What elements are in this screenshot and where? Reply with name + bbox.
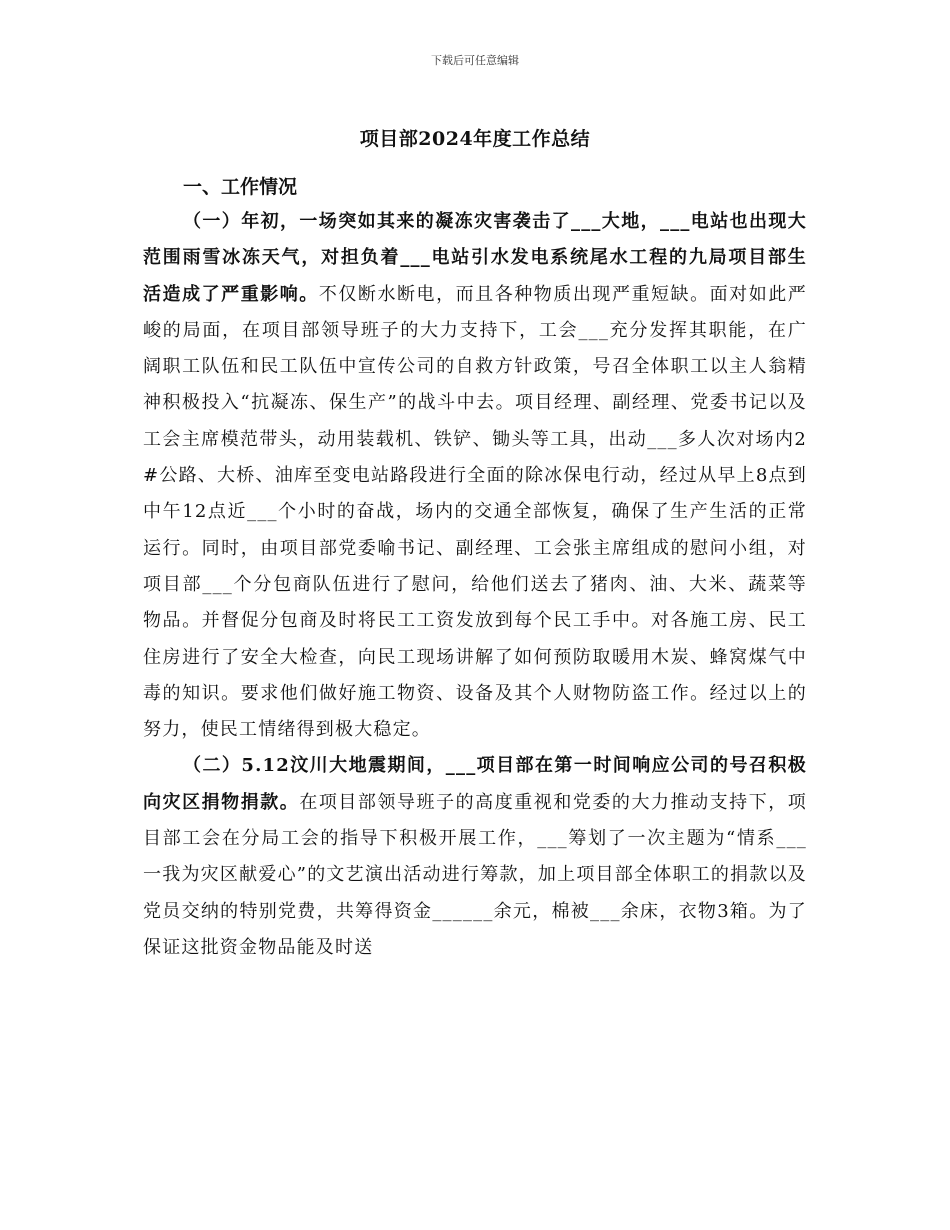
paragraph-1-body: 不仅断水断电，而且各种物质出现严重短缺。面对如此严峻的局面，在项目部领导班子的大力支持下，工会___充分发挥其职能，在广阔职工队伍和民工队伍中宣传公司的自救方针政策，号召全体职工以主人翁精神积极投入“抗凝冻、保生产”的战斗中去。项目经理、副经理、党委书记以及工会主席模范带头，动用装载机、铁铲、锄头等工具，出动___多人次对场内2#公路、大桥、油库至变电站路段进行全面的除冰保电行动，经过从早上8点到中午12点近___个小时的奋战，场内的交通全部恢复，确保了生产生活的正常运行。同时，由项目部党委喻书记、副经理、工会张主席组成的慰问小组，对项目部___个分包商队伍进行了慰问，给他们送去了猪肉、油、大米、蔬菜等物品。并督促分包商及时将民工工资发放到每个民工手中。对各施工房、民工住房进行了安全大检查，向民工现场讲解了如何预防取暖用木炭、蜂窝煤气中毒的知识。要求他们做好施工物资、设备及其个人财物防盗工作。经过以上的努力，使民工情绪得到极大稳定。 [143, 283, 807, 741]
paragraph-2-body: 在项目部领导班子的高度重视和党委的大力推动支持下，项目部工会在分局工会的指导下积极开展工作，___筹划了一次主题为“情系___一我为灾区献爱心”的文艺演出活动进行筹款，加上项目部全体职工的捐款以及党员交纳的特别党费，共筹得资金______余元，棉被___余床，衣物3箱。为了保证这批资金物品能及时送 [143, 791, 807, 958]
paragraph-2-bold-lead: （二）5.12汶川大地震期间，___项目部在第一时间响应公司的号召积极向灾区捐物捐款。 [143, 755, 807, 813]
section-heading: 一、工作情况 [183, 176, 298, 198]
paragraph-1-bold-lead: （一）年初，一场突如其来的凝冻灾害袭击了___大地，___电站也出现大范围雨雪冰冻天气，对担负着___电站引水发电系统尾水工程的九局项目部生活造成了严重影响。 [143, 211, 807, 305]
document-body [143, 170, 807, 966]
document-title: 项目部2024年度工作总结 [359, 128, 591, 150]
header-note: 下载后可任意编辑 [431, 54, 519, 67]
paragraph-2 [143, 748, 807, 966]
paragraph-1 [143, 204, 807, 748]
